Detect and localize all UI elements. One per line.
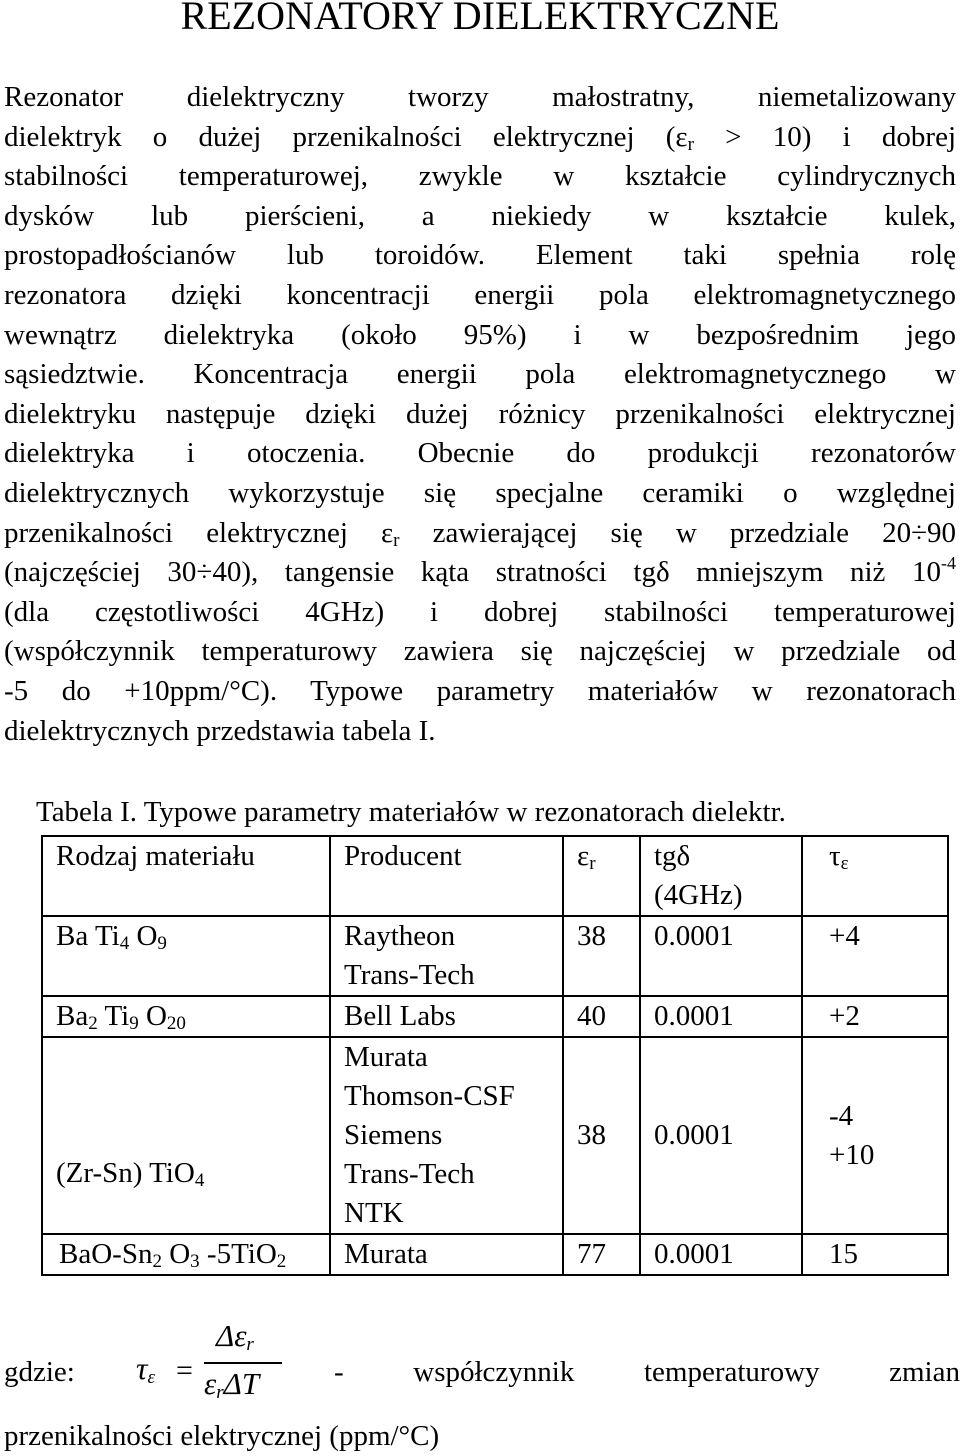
cell-tau: +2 — [802, 996, 948, 1037]
paragraph-line: prostopadłościanów lub toroidów. Element taki spełnia rolę — [4, 239, 956, 272]
cell-material: $Ba_2$ $Ti_9$ $O_{20}$ — [42, 996, 330, 1037]
paragraph-line: (współczynnik temperaturowy zawiera się najczęściej w przedziale od — [4, 635, 956, 668]
paragraph-line: (najczęściej 30÷40), tangensie kąta stratności tgδ mniejszym niż $10^{-4}$ — [4, 553, 956, 589]
paragraph-line: dielektryk o dużej przenikalności elektrycznej $(\varepsilon_r > 10)$ i dobrej — [4, 120, 956, 155]
cell-tgdelta: 0.0001 — [640, 1234, 802, 1275]
paragraph-line: stabilności temperaturowej, zwykle w kształcie cylindrycznych — [4, 160, 956, 193]
cell-material: Ba $Ti_4$ $O_9$ — [42, 916, 330, 996]
paragraph-line: (dla częstotliwości 4GHz) i dobrej stabilności temperaturowej — [4, 595, 956, 628]
table-row — [42, 916, 948, 996]
cell-tgdelta: 0.0001 — [640, 1037, 802, 1234]
paragraph-line: dielektryku następuje dzięki dużej różnicy przenikalności elektrycznej — [4, 397, 956, 430]
header-tau: $\tau_\varepsilon$ — [802, 836, 948, 916]
cell-epsilon: 77 — [563, 1234, 640, 1275]
formula-description-continued: przenikalności elektrycznej (ppm/°C) — [4, 1420, 440, 1452]
cell-material: BaO-$Sn_2$ $O_3$ -5TiO$_2$ — [42, 1234, 330, 1275]
paragraph-line: sąsiedztwie. Koncentracja energii pola elektromagnetycznego w — [4, 358, 956, 391]
cell-tau: +4 — [802, 916, 948, 996]
materials-table — [41, 835, 949, 1276]
table-header-row — [42, 836, 948, 916]
cell-producer: Bell Labs — [330, 996, 563, 1037]
cell-producer: Raytheon Trans-Tech — [330, 916, 563, 996]
table-row — [42, 1037, 948, 1234]
cell-tau: -4 +10 — [802, 1037, 948, 1234]
cell-epsilon: 38 — [563, 916, 640, 996]
header-material: Rodzaj materiału — [42, 836, 330, 916]
formula-intro: gdzie: — [4, 1356, 75, 1388]
cell-producer: Murata — [330, 1234, 563, 1275]
header-producer: Producent — [330, 836, 563, 916]
page-title: REZONATORY DIELEKTRYCZNE — [180, 0, 780, 38]
table-caption: Tabela I. Typowe parametry materiałów w rezonatorach dielektr. — [36, 796, 786, 828]
paragraph-line: dielektryka i otoczenia. Obecnie do produkcji rezonatorów — [4, 437, 956, 470]
formula-symbol: $\tau_\varepsilon$ — [136, 1350, 155, 1388]
paragraph-line: wewnątrz dielektryka (około 95%) i w bezpośrednim jego — [4, 318, 956, 351]
table-row — [42, 1234, 948, 1275]
cell-material: (Zr-Sn) TiO$_4$ — [42, 1037, 330, 1234]
cell-epsilon: 40 — [563, 996, 640, 1037]
paragraph-line: przenikalności elektrycznej $\varepsilon_r$ zawierającej się w przedziale 20÷90 — [4, 516, 956, 551]
intro-paragraph — [4, 78, 956, 751]
paragraph-line: rezonatora dzięki koncentracji energii pola elektromagnetycznego — [4, 278, 956, 311]
formula-description: - współczynnik temperaturowy zmian — [334, 1356, 960, 1388]
cell-tgdelta: 0.0001 — [640, 916, 802, 996]
paragraph-line: dielektrycznych wykorzystuje się specjalne ceramiki o względnej — [4, 476, 956, 509]
cell-producer: Murata Thomson-CSF Siemens Trans-Tech NTK — [330, 1037, 563, 1234]
header-epsilon: $\varepsilon_r$ — [563, 836, 640, 916]
formula-denominator: $\varepsilon_r\Delta T$ — [204, 1366, 260, 1403]
cell-tgdelta: 0.0001 — [640, 996, 802, 1037]
fraction-bar — [204, 1362, 282, 1364]
paragraph-line: dysków lub pierścieni, a niekiedy w kształcie kulek, — [4, 199, 956, 232]
cell-epsilon: 38 — [563, 1037, 640, 1234]
table-row — [42, 996, 948, 1037]
formula-numerator: $\Delta\varepsilon_r$ — [216, 1318, 254, 1355]
paragraph-line: dielektrycznych przedstawia tabela I. — [4, 714, 436, 747]
paragraph-line: Rezonator dielektryczny tworzy małostratny, niemetalizowany — [4, 81, 956, 113]
cell-tau: 15 — [802, 1234, 948, 1275]
formula-equals: = — [176, 1354, 193, 1387]
tau-formula — [4, 1318, 960, 1418]
header-tgdelta: tgδ (4GHz) — [640, 836, 802, 916]
paragraph-line: -5 do +10ppm/°C). Typowe parametry materiałów w rezonatorach — [4, 674, 956, 707]
